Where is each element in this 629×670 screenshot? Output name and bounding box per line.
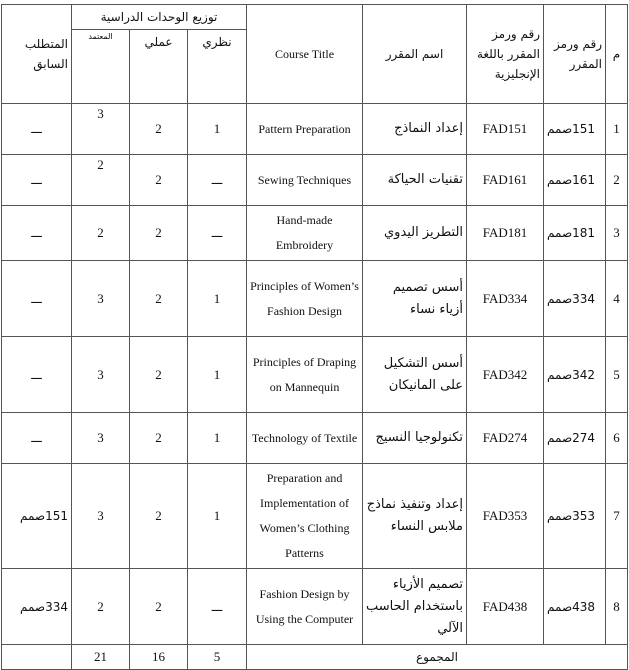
practical-units: 2 [130,155,188,206]
prerequisite: ـــ [2,413,72,464]
theory-units: 1 [188,104,247,155]
prerequisite: ـــ [2,206,72,261]
course-code-ar: 151صمم [544,104,606,155]
table-row [2,413,628,464]
header-code-ar: رقم ورمز المقرر [544,5,606,104]
study-plan-table [1,4,628,670]
course-code-en: FAD151 [467,104,544,155]
header-name-ar: اسم المقرر [363,5,467,104]
course-name-ar: تكنولوجيا النسيج [363,413,467,464]
course-code-ar: 438صمم [544,569,606,645]
table-row [2,104,628,155]
prerequisite: 334صمم [2,569,72,645]
course-title-en: Sewing Techniques [247,155,363,206]
credit-units: 3 [72,337,130,413]
row-index: 1 [606,104,628,155]
prerequisite: ـــ [2,261,72,337]
totals-row [2,645,628,670]
header-code-en: رقم ورمز المقرر باللغة الإنجليزية [467,5,544,104]
theory-units: 1 [188,413,247,464]
course-title-en: Fashion Design by Using the Computer [247,569,363,645]
theory-units: 1 [188,464,247,569]
row-index: 4 [606,261,628,337]
row-index: 3 [606,206,628,261]
row-index: 7 [606,464,628,569]
header-title-en: Course Title [247,5,363,104]
total-theory: 5 [188,645,247,670]
course-title-en: Hand-made Embroidery [247,206,363,261]
course-title-en: Preparation and Implementation of Women’s Clothing Patterns [247,464,363,569]
totals-empty-cell [2,645,72,670]
course-name-ar: أسس التشكيل على المانيكان [363,337,467,413]
practical-units: 2 [130,413,188,464]
course-code-en: FAD353 [467,464,544,569]
course-code-ar: 161صمم [544,155,606,206]
header-practical: عملي [130,30,188,104]
header-theory: نظري [188,30,247,104]
header-row-1 [2,5,628,30]
theory-units: 1 [188,261,247,337]
row-index: 8 [606,569,628,645]
course-code-en: FAD334 [467,261,544,337]
course-title-en: Principles of Women’s Fashion Design [247,261,363,337]
course-code-en: FAD181 [467,206,544,261]
course-title-en: Technology of Textile [247,413,363,464]
header-prerequisite: المتطلب السابق [2,5,72,104]
prerequisite: ـــ [2,337,72,413]
prerequisite: 151صمم [2,464,72,569]
course-name-ar: إعداد النماذج [363,104,467,155]
course-code-ar: 353صمم [544,464,606,569]
theory-units: ـــ [188,155,247,206]
header-index: م [606,5,628,104]
course-code-ar: 342صمم [544,337,606,413]
credit-units: 3 [72,413,130,464]
course-name-ar: تقنيات الحياكة [363,155,467,206]
credit-units: 2 [72,155,130,206]
prerequisite: ـــ [2,104,72,155]
credit-units: 2 [72,569,130,645]
row-index: 2 [606,155,628,206]
table-row [2,569,628,645]
credit-units: 3 [72,261,130,337]
course-code-ar: 181صمم [544,206,606,261]
practical-units: 2 [130,261,188,337]
credit-units: 2 [72,206,130,261]
theory-units: ـــ [188,569,247,645]
practical-units: 2 [130,337,188,413]
course-code-en: FAD438 [467,569,544,645]
total-practical: 16 [130,645,188,670]
table-row [2,155,628,206]
course-code-en: FAD342 [467,337,544,413]
practical-units: 2 [130,569,188,645]
theory-units: 1 [188,337,247,413]
practical-units: 2 [130,206,188,261]
table-row [2,261,628,337]
prerequisite: ـــ [2,155,72,206]
header-units-group: توزيع الوحدات الدراسية [72,5,247,30]
course-code-en: FAD274 [467,413,544,464]
course-name-ar: أسس تصميم أزياء نساء [363,261,467,337]
course-title-en: Pattern Preparation [247,104,363,155]
course-name-ar: تصميم الأزياء باستخدام الحاسب الآلي [363,569,467,645]
table-row [2,464,628,569]
table-row [2,337,628,413]
course-code-ar: 274صمم [544,413,606,464]
table-row [2,206,628,261]
totals-label: المجموع [247,645,628,670]
practical-units: 2 [130,104,188,155]
row-index: 6 [606,413,628,464]
course-code-en: FAD161 [467,155,544,206]
practical-units: 2 [130,464,188,569]
theory-units: ـــ [188,206,247,261]
row-index: 5 [606,337,628,413]
course-name-ar: إعداد وتنفيذ نماذج ملابس النساء [363,464,467,569]
course-name-ar: التطريز اليدوي [363,206,467,261]
course-title-en: Principles of Draping on Mannequin [247,337,363,413]
header-credit: المعتمد [72,30,130,104]
credit-units: 3 [72,104,130,155]
course-code-ar: 334صمم [544,261,606,337]
total-credit: 21 [72,645,130,670]
credit-units: 3 [72,464,130,569]
